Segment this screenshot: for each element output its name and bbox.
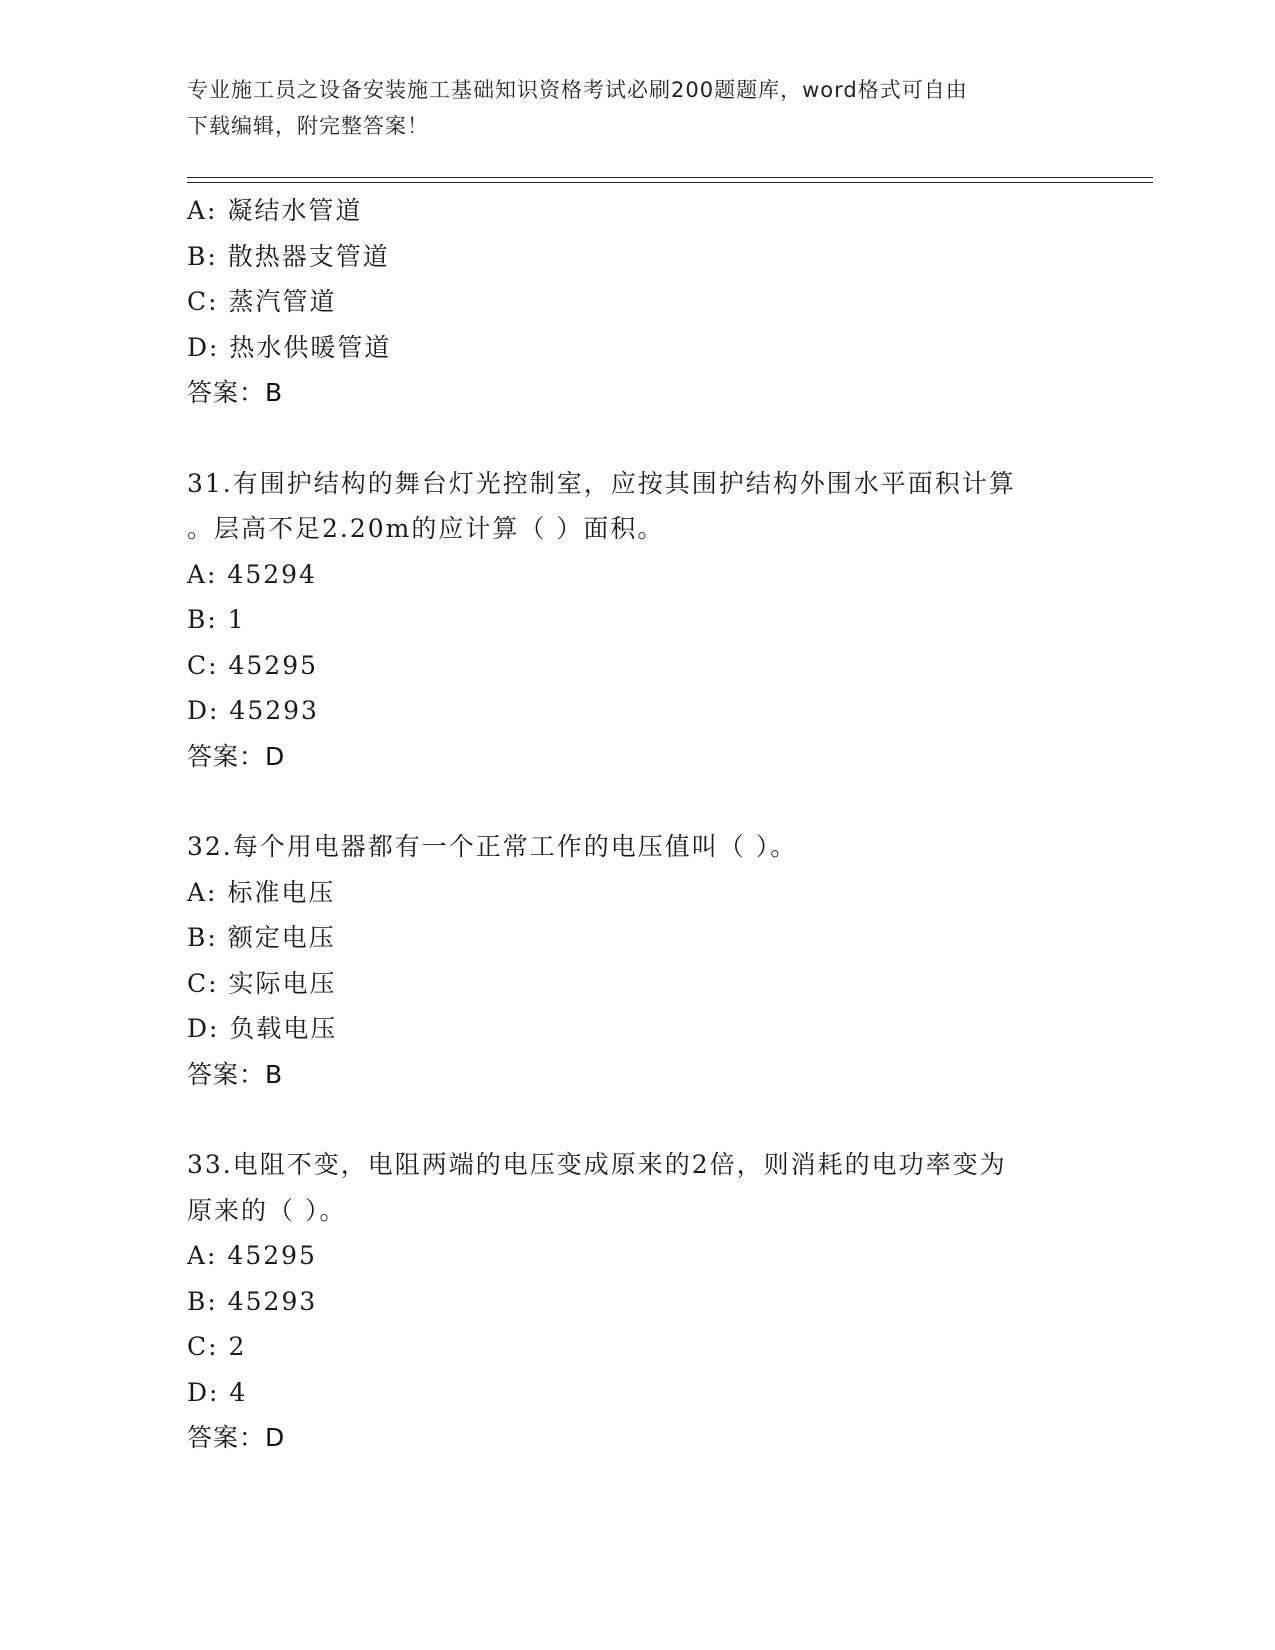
header-divider-bottom [187,182,1153,183]
spacer [187,416,1087,461]
header-line-2: 下载编辑，附完整答案！ [187,114,429,138]
q32-answer: 答案：B [187,1059,284,1089]
q33-stem-line-2: 原来的（ ）。 [187,1195,347,1225]
q31-option-a: A: 45294 [187,559,317,589]
q32-stem-line-1: 32.每个用电器都有一个正常工作的电压值叫（ ）。 [187,832,798,861]
question-list [187,188,1087,1461]
question-31-block [187,461,1087,780]
question-30-block [187,188,1087,416]
q32-option-c: C: 实际电压 [187,968,337,998]
spacer [187,779,1087,824]
q33-option-b: B: 45293 [187,1286,318,1316]
question-33-block [187,1142,1087,1461]
q32-option-a: A: 标准电压 [187,877,336,907]
q31-option-d: D: 45293 [187,696,319,725]
q31-option-c: C: 45295 [187,650,319,680]
q33-option-d: D: 4 [187,1377,248,1407]
q33-answer: 答案：D [187,1423,286,1452]
q30-option-b: B: 散热器支管道 [187,241,390,271]
q31-stem-line-2: 。层高不足2.20m的应计算（ ）面积。 [187,514,665,543]
q31-answer: 答案：D [187,741,286,771]
q32-option-d: D: 负载电压 [187,1014,338,1043]
spacer [187,1097,1087,1142]
q33-option-c: C: 2 [187,1332,247,1361]
header-line-1: 专业施工员之设备安装施工基础知识资格考试必刷200题题库，word格式可自由 [187,78,968,102]
q30-option-c: C: 蒸汽管道 [187,287,337,316]
q33-stem-line-1: 33.电阻不变，电阻两端的电压变成原来的2倍，则消耗的电功率变为 [187,1150,1007,1179]
document-header [187,72,1087,144]
header-divider-top [187,177,1153,178]
q31-option-b: B: 1 [187,605,246,634]
question-32-block [187,824,1087,1097]
q32-option-b: B: 额定电压 [187,923,336,952]
q30-answer: 答案：B [187,378,284,407]
q30-option-d: D: 热水供暖管道 [187,332,392,362]
q33-option-a: A: 45295 [187,1241,317,1270]
q30-option-a: A: 凝结水管道 [187,196,363,225]
q31-stem-line-1: 31.有围护结构的舞台灯光控制室，应按其围护结构外围水平面积计算 [187,468,1016,498]
